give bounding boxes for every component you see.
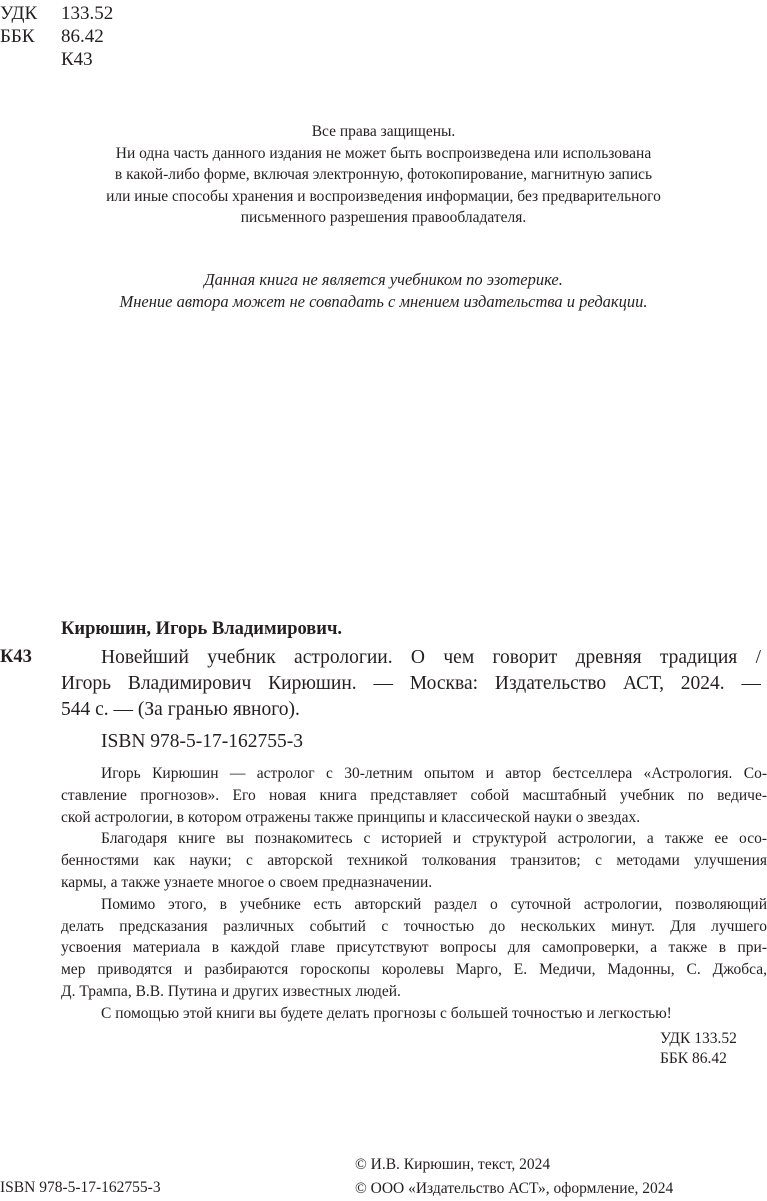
rights-line: в какой-либо форме, включая электронную, фотокопирование, магнитную запись xyxy=(114,166,653,183)
catalog-code: К43 xyxy=(0,647,32,667)
copyright-text: © И.В. Кирюшин, текст, 2024 xyxy=(355,1156,551,1173)
annotation-line: Д. Трампа, В.В. Путина и других известных людей. xyxy=(61,982,401,1000)
copyright-design: © ООО «Издательство АСТ», оформление, 2024 xyxy=(355,1180,674,1197)
annotation-line: Помимо этого, в учебнике есть авторский раздел о суточной астрологии, позволяющий xyxy=(101,895,767,913)
bbk-code: ББК 86.42 xyxy=(660,1050,727,1067)
disclaimer-line: Мнение автора может не совпадать с мнением издательства и редакции. xyxy=(119,292,648,311)
udk-code: УДК 133.52 xyxy=(660,1030,737,1047)
copyright-block xyxy=(355,1153,673,1201)
annotation-line: мер приводятся и разбираются гороскопы королевы Марго, Е. Медичи, Мадонны, С. Джобса, xyxy=(61,961,767,979)
annotation xyxy=(61,763,767,1025)
bib-line: Игорь Владимирович Кирюшин. — Москва: Издательство АСТ, 2024. — xyxy=(61,673,761,694)
annotation-codes xyxy=(660,1029,766,1069)
author-heading: Кирюшин, Игорь Владимирович. xyxy=(61,619,342,639)
isbn-bottom: ISBN 978-5-17-162755-3 xyxy=(0,1179,161,1196)
rights-line: Все права защищены. xyxy=(311,123,456,140)
annotation-line: С помощью этой книги вы будете делать прогнозы с большей точностью и легкостью! xyxy=(101,1004,672,1022)
rights-notice xyxy=(0,121,767,229)
isbn-main: ISBN 978-5-17-162755-3 xyxy=(101,731,304,752)
rights-line: Ни одна часть данного издания не может быть воспроизведена или использована xyxy=(115,144,652,162)
annotation-line: усвоения материала в каждой главе присутствуют вопросы для самопроверки, а также в при- xyxy=(61,939,767,957)
annotation-line: делать предсказания различных событий с точностью до нескольких минут. Для лучшего xyxy=(61,917,767,935)
annotation-line: ской астрологии, в котором отражены также принципы и классической науки о звездах. xyxy=(61,808,641,826)
annotation-line: ставление прогнозов». Его новая книга представляет собой масштабный учебник по ведиче- xyxy=(61,786,767,804)
disclaimer xyxy=(0,269,767,313)
annotation-line: Игорь Кирюшин — астролог с 30-летним опытом и автор бестселлера «Астрология. Со- xyxy=(101,765,767,782)
udk-label: УДК xyxy=(0,3,38,24)
bbk-value: 86.42 xyxy=(61,26,104,47)
rights-line: или иные способы хранения и воспроизведения информации, без предварительного xyxy=(106,187,661,205)
disclaimer-line: Данная книга не является учебником по эзотерике. xyxy=(204,270,563,289)
rights-line: письменного разрешения правообладателя. xyxy=(240,209,527,226)
udk-value: 133.52 xyxy=(61,3,114,24)
annotation-line: Благодаря книге вы познакомитесь с историей и структурой астрологии, а также ее осо- xyxy=(101,830,767,848)
annotation-line: бенностями как науки; с авторской техникой толкования транзитов; с методами улучшения xyxy=(61,852,767,870)
classification-codes xyxy=(0,2,200,72)
author-mark-value: К43 xyxy=(61,49,93,70)
bib-line: Новейший учебник астрологии. О чем говорит древняя традиция / xyxy=(101,647,761,668)
annotation-line: кармы, а также узнаете многое о своем предназначении. xyxy=(61,873,433,891)
bbk-label: ББК xyxy=(0,26,35,47)
bib-line: 544 с. — (За гранью явного). xyxy=(61,699,300,720)
bibliographic-description xyxy=(61,645,761,723)
